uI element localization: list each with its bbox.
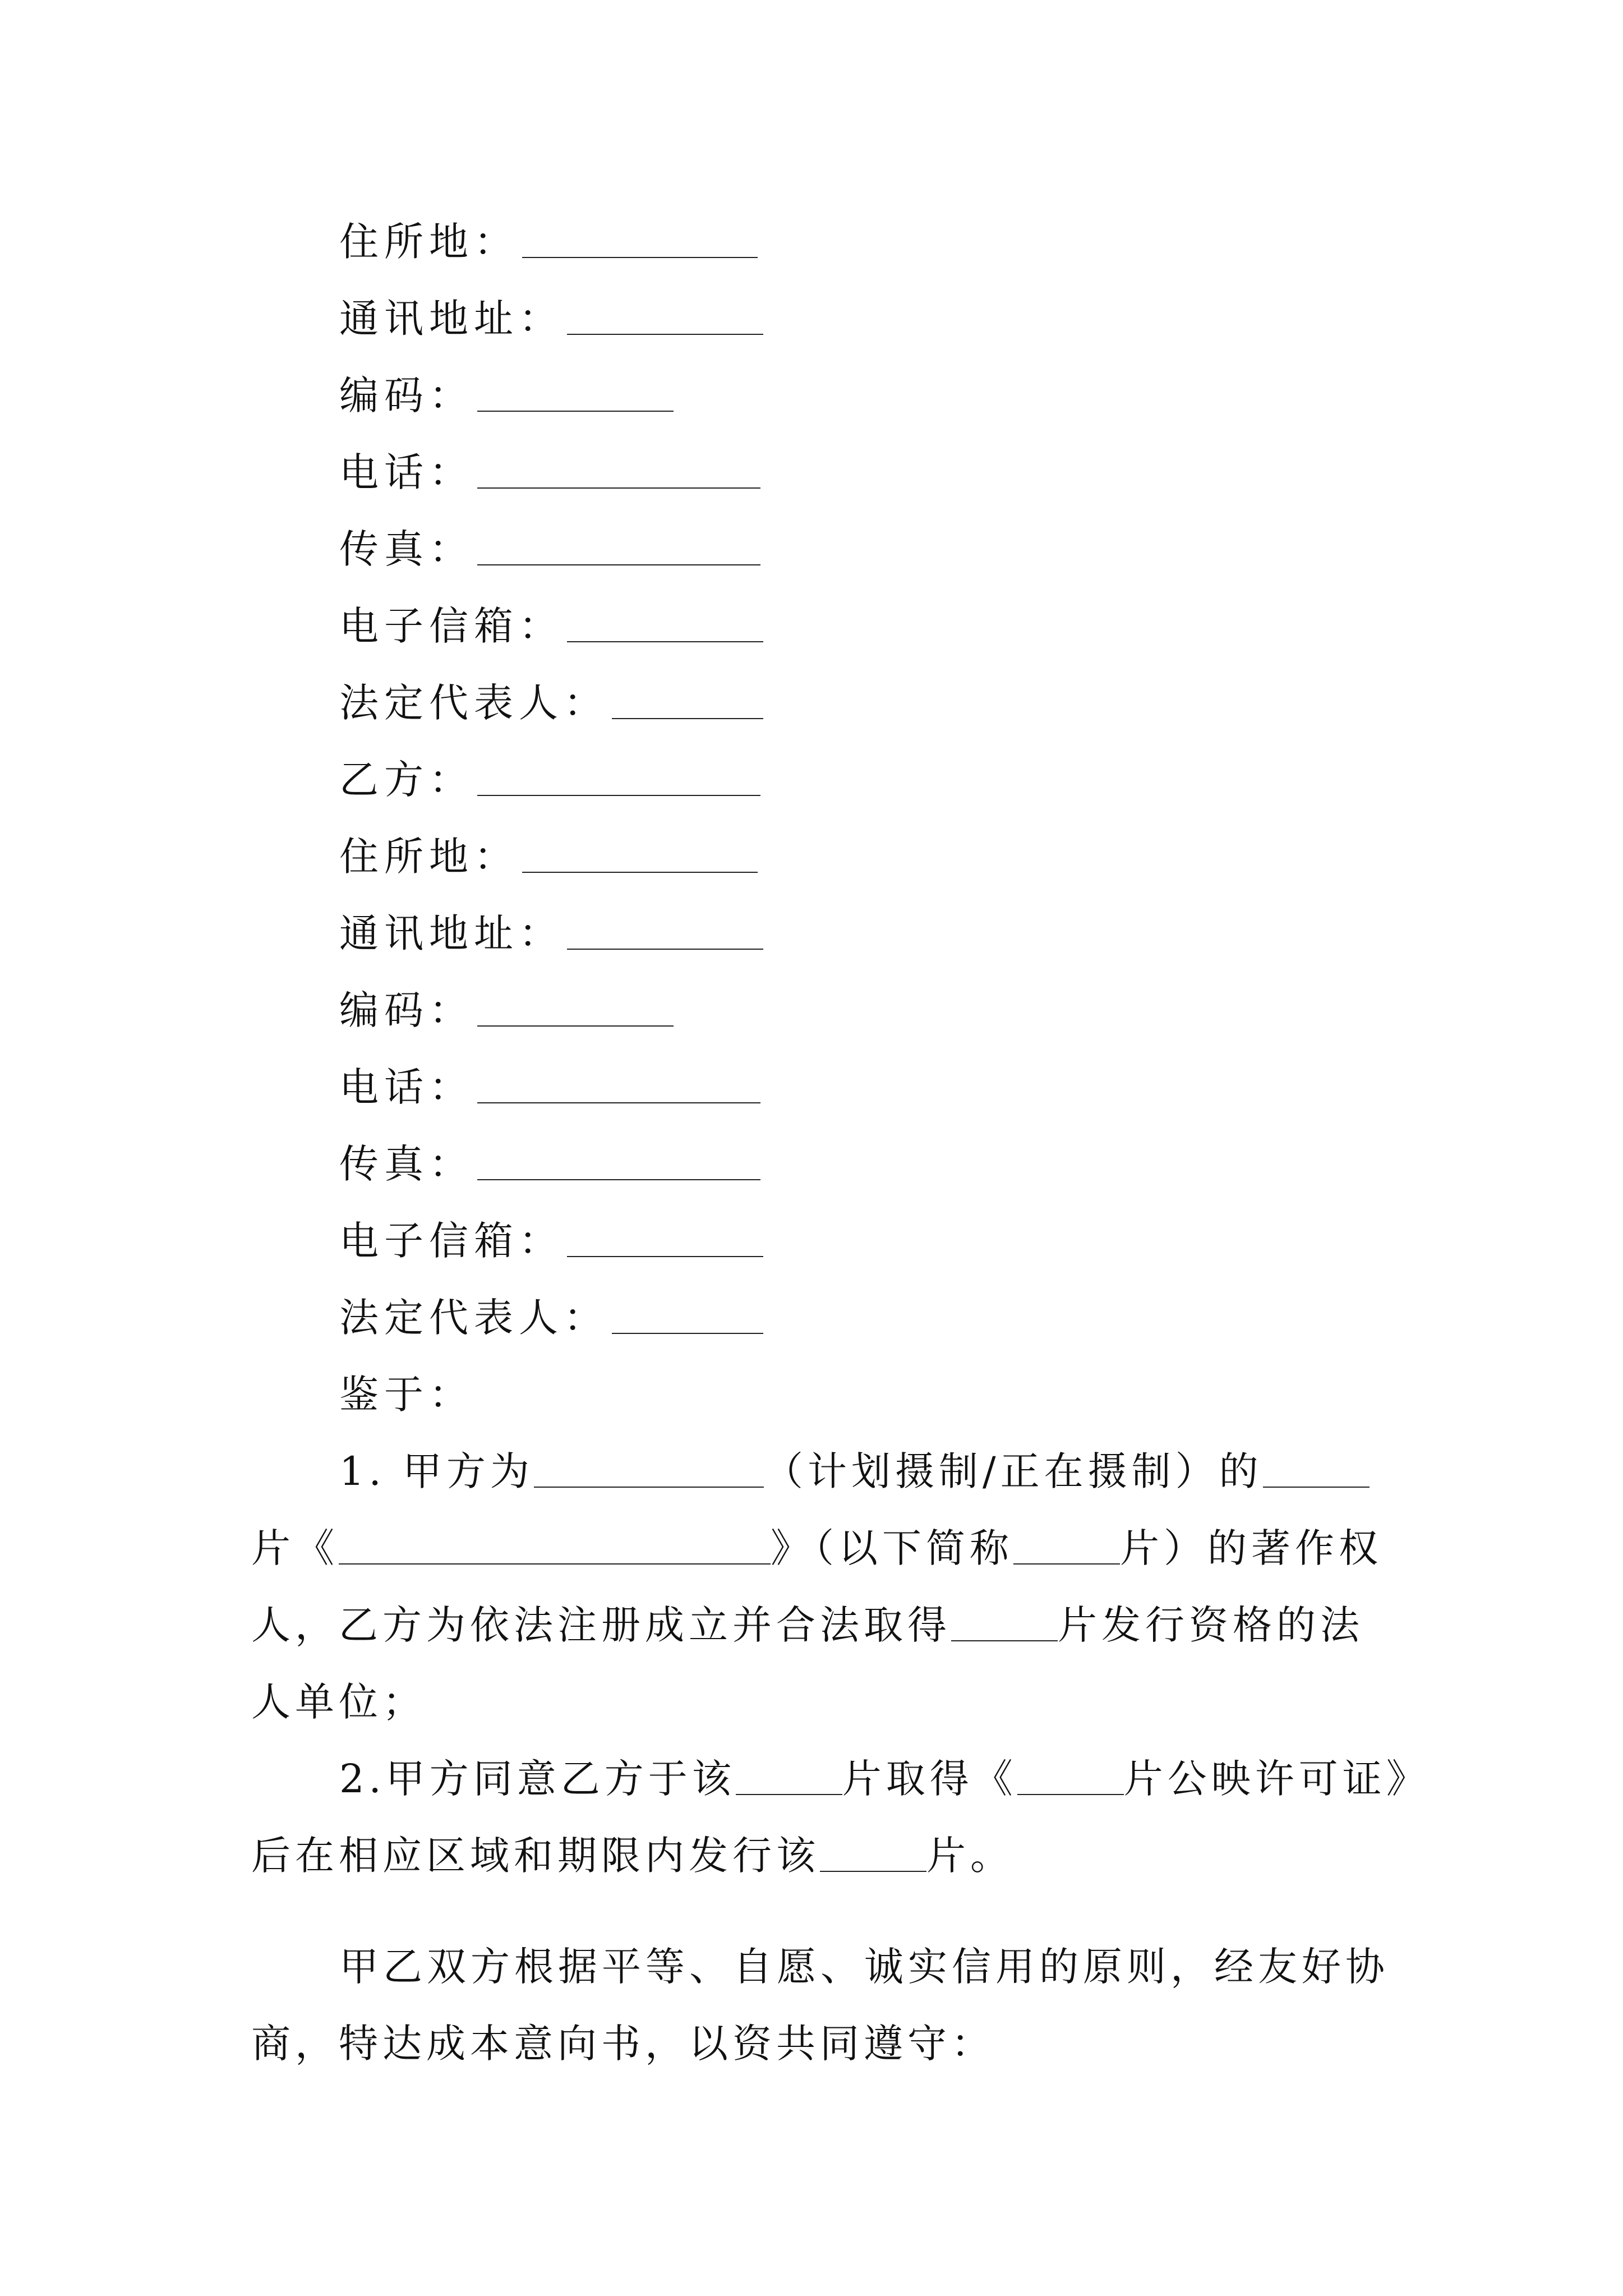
- text-run: 人单位；: [251, 1678, 426, 1725]
- field-label: 法定代表人：: [339, 679, 608, 726]
- party-a-email-row: [339, 589, 763, 656]
- party-b-address-row: [339, 820, 758, 887]
- party-a-mail-address-row: [339, 282, 763, 349]
- blank-line[interactable]: [477, 487, 760, 489]
- text-run: 片取得《: [842, 1755, 1017, 1802]
- blank-line[interactable]: [1263, 1487, 1370, 1488]
- field-label: 通讯地址：: [339, 910, 564, 956]
- text-run: 片发行资格的法: [1058, 1602, 1364, 1648]
- party-a-legal-rep-row: [339, 666, 763, 733]
- field-label: 法定代表人：: [339, 1294, 608, 1341]
- party-b-title-row: [339, 743, 760, 810]
- text-run: 人，乙方为依法注册成立并合法取得: [251, 1602, 951, 1648]
- text-run: 2.甲方同意乙方于该: [339, 1755, 736, 1802]
- party-a-postcode-row: [339, 358, 674, 426]
- closing-line-2: [251, 2007, 995, 2074]
- text-run: 商，特达成本意向书，以资共同遵守：: [251, 2020, 995, 2067]
- blank-line[interactable]: [477, 795, 760, 796]
- field-label: 住所地：: [339, 833, 519, 880]
- blank-line[interactable]: [477, 564, 760, 565]
- text-run: 1. 甲方为: [339, 1448, 534, 1494]
- party-a-phone-row: [339, 435, 760, 503]
- clause-1-line-1: [339, 1434, 1370, 1502]
- party-b-title: 乙方：: [339, 756, 474, 803]
- text-run: 后在相应区域和期限内发行该: [251, 1832, 820, 1879]
- clause-1-line-2: [251, 1511, 1382, 1579]
- clause-2: [251, 1742, 1430, 1910]
- clause-1: [251, 1434, 1382, 1749]
- field-label: 传真：: [339, 526, 474, 572]
- text-run: 片）的著作权: [1120, 1525, 1382, 1571]
- blank-line[interactable]: [522, 257, 758, 258]
- text-run: 》（以下简称: [771, 1525, 1013, 1571]
- text-run: 片。: [926, 1832, 1014, 1879]
- blank-line[interactable]: [567, 949, 763, 950]
- field-label: 住所地：: [339, 218, 519, 265]
- blank-line[interactable]: [567, 1256, 763, 1257]
- field-label: 通讯地址：: [339, 295, 564, 342]
- blank-line[interactable]: [477, 1025, 674, 1027]
- party-b-phone-row: [339, 1050, 760, 1117]
- whereas-heading: [339, 1358, 474, 1425]
- field-label: 电话：: [339, 1064, 474, 1110]
- clause-2-line-1: [339, 1742, 1430, 1809]
- party-b-fax-row: [339, 1127, 760, 1194]
- blank-line[interactable]: [567, 641, 763, 642]
- blank-line[interactable]: [534, 1487, 764, 1488]
- blank-line[interactable]: [477, 1179, 760, 1180]
- party-a-address-row: [339, 205, 758, 272]
- whereas-label: 鉴于：: [339, 1371, 474, 1418]
- blank-line[interactable]: [820, 1871, 926, 1872]
- text-run: 片《: [251, 1525, 339, 1571]
- blank-line[interactable]: [339, 1563, 771, 1565]
- party-b-mail-address-row: [339, 896, 763, 964]
- blank-line[interactable]: [1013, 1563, 1120, 1565]
- clause-1-line-3: [251, 1588, 1364, 1655]
- party-b-email-row: [339, 1204, 763, 1271]
- blank-line[interactable]: [1017, 1794, 1124, 1795]
- party-a-fax-row: [339, 512, 760, 579]
- party-b-postcode-row: [339, 973, 674, 1041]
- text-run: 甲乙双方根据平等、自愿、诚实信用的原则，经友好协: [339, 1943, 1389, 1990]
- blank-line[interactable]: [477, 1102, 760, 1103]
- field-label: 电子信箱：: [339, 602, 564, 649]
- field-label: 传真：: [339, 1140, 474, 1187]
- field-label: 编码：: [339, 987, 474, 1033]
- blank-line[interactable]: [522, 872, 758, 873]
- closing-line-1: [339, 1930, 1389, 1997]
- clause-1-line-4: [251, 1665, 426, 1732]
- blank-line[interactable]: [612, 718, 763, 719]
- blank-line[interactable]: [567, 334, 763, 335]
- closing-paragraph: [251, 1930, 1389, 2098]
- blank-line[interactable]: [477, 411, 674, 412]
- field-label: 编码：: [339, 372, 474, 418]
- party-b-legal-rep-row: [339, 1281, 763, 1348]
- blank-line[interactable]: [951, 1640, 1058, 1641]
- blank-line[interactable]: [736, 1794, 842, 1795]
- blank-line[interactable]: [612, 1333, 763, 1334]
- clause-2-line-2: [251, 1819, 1014, 1886]
- field-label: 电话：: [339, 449, 474, 495]
- text-run: （计划摄制/正在摄制）的: [764, 1448, 1263, 1494]
- field-label: 电子信箱：: [339, 1217, 564, 1264]
- text-run: 片公映许可证》: [1123, 1755, 1430, 1802]
